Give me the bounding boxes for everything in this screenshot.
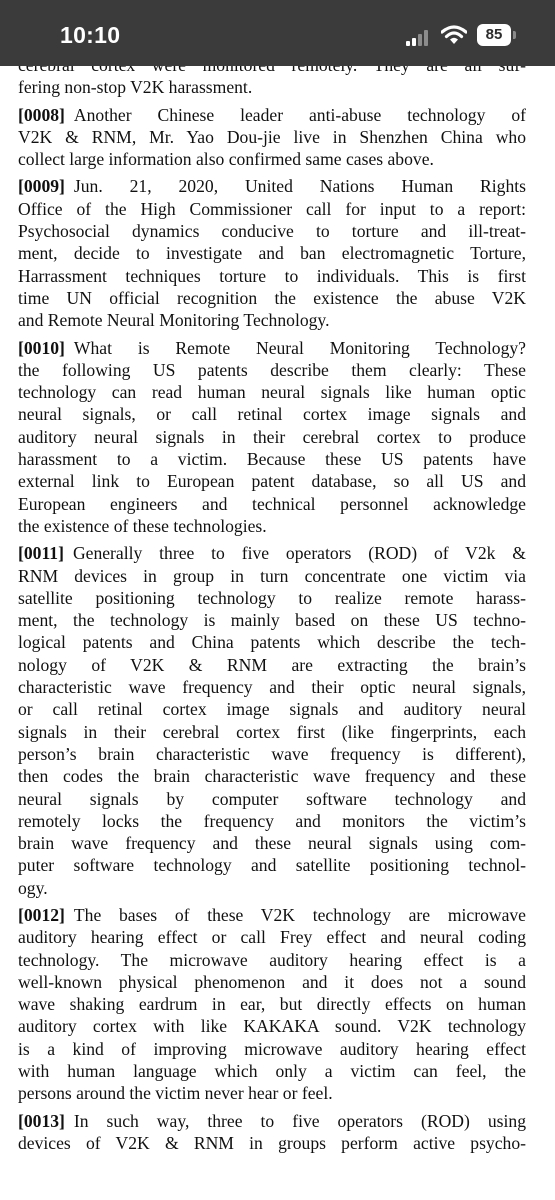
line-text: with human language which only a victim can feel, the xyxy=(18,1061,526,1082)
line-text: Jun. 21, 2020, United Nations Human Rights xyxy=(73,176,526,197)
text-line xyxy=(18,126,526,148)
line-text: the existence of these technologies. xyxy=(18,515,267,536)
text-line xyxy=(18,337,526,359)
line-text: ment, decide to investigate and ban electromagnetic Torture, xyxy=(18,243,526,264)
line-text: is a kind of improving microwave auditory hearing effect xyxy=(18,1038,526,1059)
document-page xyxy=(18,54,526,1159)
text-line xyxy=(18,631,526,653)
paragraph xyxy=(18,337,526,538)
line-text: and Remote Neural Monitoring Technology. xyxy=(18,310,330,331)
text-line xyxy=(18,448,526,470)
line-text: time UN official recognition the existence the abuse V2K xyxy=(18,287,526,308)
line-text: brain wave frequency and these neural signals using com- xyxy=(18,833,526,854)
line-text: Psychosocial dynamics conducive to torture and ill-treat- xyxy=(18,221,526,242)
text-line xyxy=(18,76,526,98)
text-line xyxy=(18,1038,526,1060)
text-line xyxy=(18,587,526,609)
line-text: the following US patents describe them clearly: These xyxy=(18,359,526,380)
battery-nub xyxy=(513,31,516,39)
text-line xyxy=(18,810,526,832)
text-line xyxy=(18,198,526,220)
text-line xyxy=(18,175,526,197)
line-text: logical patents and China patents which describe the tech- xyxy=(18,632,526,653)
text-line xyxy=(18,470,526,492)
text-line xyxy=(18,698,526,720)
text-line xyxy=(18,493,526,515)
line-text: neural signals, or call retinal cortex image signals and xyxy=(18,404,526,425)
line-text: harassment to a victim. Because these US patents have xyxy=(18,449,526,470)
paragraph-number: [0010] xyxy=(18,337,65,358)
line-text: then codes the brain characteristic wave frequency and these xyxy=(18,766,526,787)
text-line xyxy=(18,904,526,926)
text-line xyxy=(18,381,526,403)
text-line xyxy=(18,242,526,264)
text-line xyxy=(18,309,526,331)
line-text: auditory cortex with like KAKAKA sound. V2K technology xyxy=(18,1016,526,1037)
paragraph-number: [0012] xyxy=(18,904,65,925)
paragraph-number: [0013] xyxy=(18,1110,65,1131)
line-text: remotely locks the frequency and monitors the victim’s xyxy=(18,810,526,831)
text-line xyxy=(18,426,526,448)
line-text: ogy. xyxy=(18,877,48,898)
line-text: well-known physical phenomenon and it does not a sound xyxy=(18,971,526,992)
line-text: persons around the victim never hear or feel. xyxy=(18,1083,333,1104)
text-line xyxy=(18,743,526,765)
paragraph-number: [0011] xyxy=(18,543,64,564)
text-line xyxy=(18,359,526,381)
text-line xyxy=(18,721,526,743)
line-text: Office of the High Commissioner call for input to a report: xyxy=(18,198,526,219)
line-text: external link to European patent database, so all US and xyxy=(18,471,526,492)
line-text: characteristic wave frequency and their optic neural signals, xyxy=(18,677,526,698)
text-line xyxy=(18,877,526,899)
paragraph xyxy=(18,175,526,331)
text-line xyxy=(18,1132,526,1154)
text-line xyxy=(18,148,526,170)
line-text: technology. The microwave auditory hearing effect is a xyxy=(18,949,526,970)
text-line xyxy=(18,609,526,631)
line-text: person’s brain characteristic wave frequency is different), xyxy=(18,743,526,764)
text-line xyxy=(18,515,526,537)
paragraph xyxy=(18,104,526,171)
line-text: ment, the technology is mainly based on these US techno- xyxy=(18,610,526,631)
text-line xyxy=(18,1060,526,1082)
text-line xyxy=(18,565,526,587)
line-text: auditory neural signals in their cerebral cortex to produce xyxy=(18,426,526,447)
line-text: The bases of these V2K technology are microwave xyxy=(73,904,526,925)
line-text: satellite positioning technology to realize remote harass- xyxy=(18,587,526,608)
line-text: European engineers and technical personnel acknowledge xyxy=(18,493,526,514)
line-text: puter software technology and satellite positioning technol- xyxy=(18,855,526,876)
cellular-signal-icon xyxy=(406,30,432,46)
paragraph xyxy=(18,542,526,899)
line-text: RNM devices in group in turn concentrate one victim via xyxy=(18,565,526,586)
line-text: auditory hearing effect or call Frey effect and neural coding xyxy=(18,927,526,948)
text-line xyxy=(18,1110,526,1132)
line-text: Generally three to five operators (ROD) of V2k & xyxy=(72,543,526,564)
text-line xyxy=(18,993,526,1015)
text-line xyxy=(18,788,526,810)
text-line xyxy=(18,971,526,993)
status-time: 10:10 xyxy=(60,22,121,48)
line-text: What is Remote Neural Monitoring Technology? xyxy=(73,337,526,358)
text-line xyxy=(18,854,526,876)
text-line xyxy=(18,949,526,971)
paragraph-number: [0009] xyxy=(18,176,65,197)
paragraph-number: [0008] xyxy=(18,104,65,125)
text-line xyxy=(18,403,526,425)
text-line xyxy=(18,926,526,948)
text-line xyxy=(18,220,526,242)
text-line xyxy=(18,542,526,564)
text-line xyxy=(18,287,526,309)
line-text: devices of V2K & RNM in groups perform active psycho- xyxy=(18,1132,526,1153)
line-text: In such way, three to five operators (ROD) using xyxy=(73,1110,526,1131)
text-line xyxy=(18,654,526,676)
line-text: or call retinal cortex image signals and auditory neural xyxy=(18,699,526,720)
line-text: nology of V2K & RNM are extracting the brain’s xyxy=(18,654,526,675)
line-text: Another Chinese leader anti-abuse technology of xyxy=(73,104,526,125)
text-line xyxy=(18,104,526,126)
text-line xyxy=(18,676,526,698)
text-line xyxy=(18,1082,526,1104)
text-line xyxy=(18,832,526,854)
line-text: signals in their cerebral cortex first (like fingerprints, each xyxy=(18,721,526,742)
status-bar xyxy=(0,0,555,66)
line-text: neural signals by computer software technology and xyxy=(18,788,526,809)
battery-icon: 85 xyxy=(477,24,511,46)
line-text: wave shaking eardrum in ear, but directly effects on human xyxy=(18,994,526,1015)
text-line xyxy=(18,265,526,287)
line-text: collect large information also confirmed same cases above. xyxy=(18,149,434,170)
paragraph xyxy=(18,904,526,1105)
line-text: fering non-stop V2K harassment. xyxy=(18,77,253,98)
text-line xyxy=(18,765,526,787)
line-text: Harrassment techniques torture to individuals. This is first xyxy=(18,265,526,286)
paragraph xyxy=(18,1110,526,1155)
line-text: V2K & RNM, Mr. Yao Dou-jie live in Shenzhen China who xyxy=(18,126,526,147)
line-text: technology can read human neural signals like human optic xyxy=(18,382,526,403)
text-line xyxy=(18,1015,526,1037)
wifi-icon xyxy=(441,25,467,45)
